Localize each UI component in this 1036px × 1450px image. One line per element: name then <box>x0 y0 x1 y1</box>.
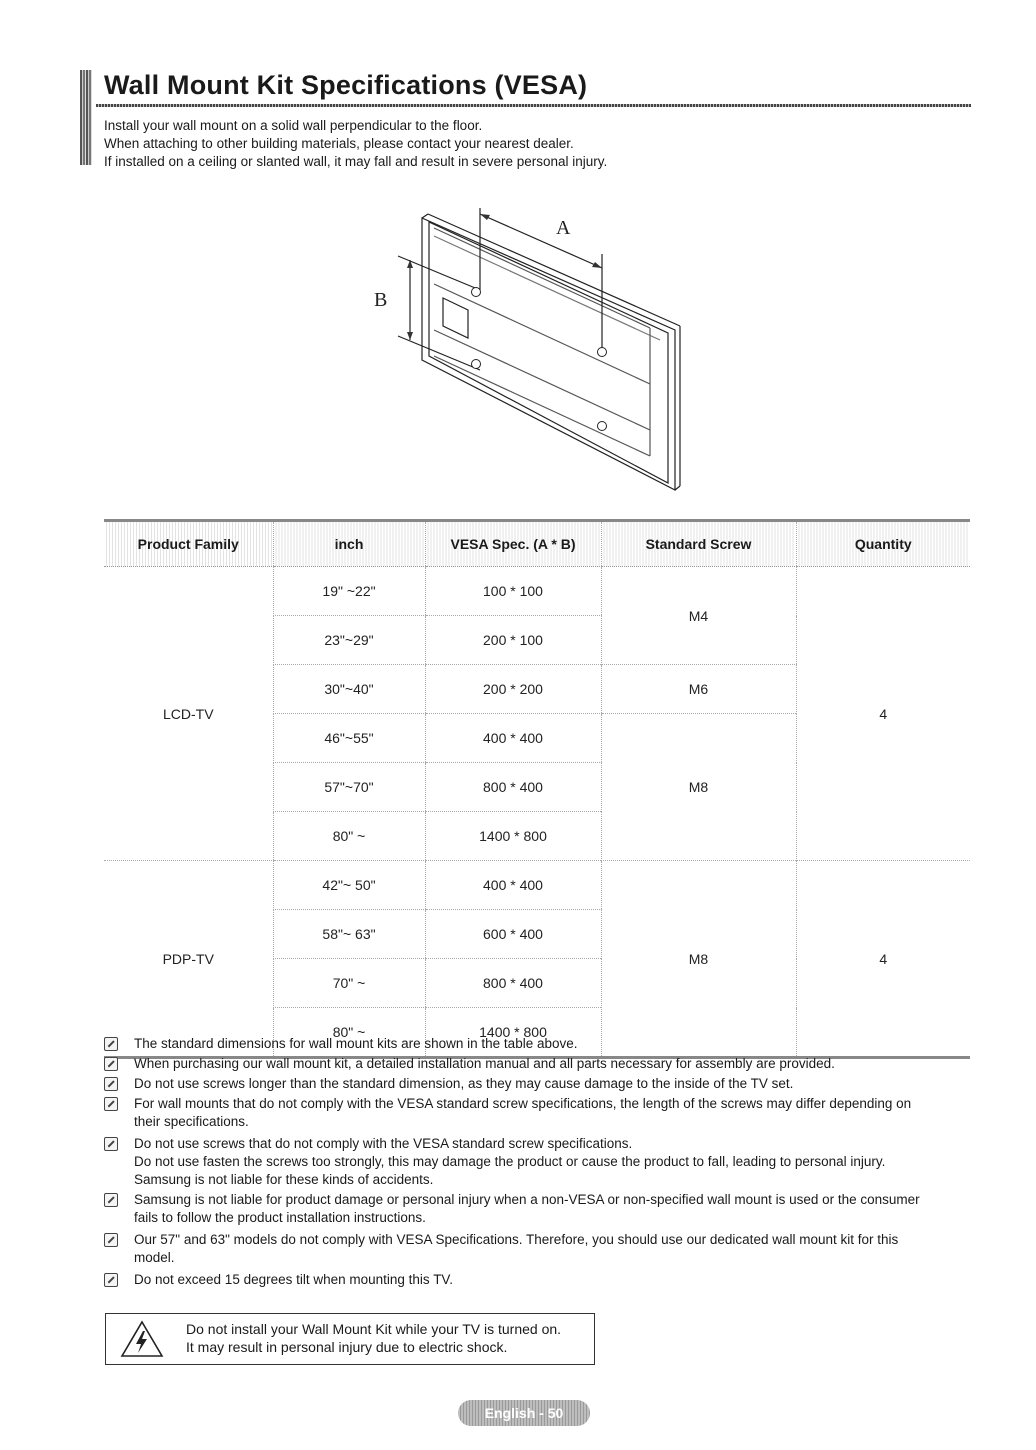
screw-cell: M8 <box>601 714 796 861</box>
header-standard-screw: Standard Screw <box>601 521 796 567</box>
notes-list <box>104 1035 974 1291</box>
tv-back-diagram <box>330 200 690 500</box>
header-inch: inch <box>273 521 425 567</box>
note-text: Do not use screws longer than the standard dimension, as they may cause damage to the inside of the TV set. <box>134 1076 794 1091</box>
quantity-cell: 4 <box>796 567 970 861</box>
note-item <box>104 1075 974 1093</box>
note-icon <box>104 1057 118 1071</box>
note-item <box>104 1271 974 1289</box>
mount-hole <box>472 360 481 369</box>
title-rule <box>96 104 971 107</box>
intro-line: When attaching to other building materials, please contact your nearest dealer. <box>104 136 574 151</box>
page-number-badge: English - 50 <box>458 1400 590 1426</box>
header-vesa-spec: VESA Spec. (A * B) <box>425 521 601 567</box>
inch-cell: 70" ~ <box>273 959 425 1008</box>
note-item <box>104 1035 974 1053</box>
intro-line: If installed on a ceiling or slanted wall, it may fall and result in severe personal injury. <box>104 154 608 169</box>
mount-hole <box>598 348 607 357</box>
note-icon <box>104 1137 118 1151</box>
screw-cell: M4 <box>601 567 796 665</box>
note-item <box>104 1231 974 1267</box>
warning-line: It may result in personal injury due to electric shock. <box>186 1339 508 1355</box>
vesa-cell: 800 * 400 <box>425 959 601 1008</box>
inch-cell: 30"~40" <box>273 665 425 714</box>
note-text: model. <box>134 1250 175 1265</box>
inch-cell: 80" ~ <box>273 812 425 861</box>
note-text: Samsung is not liable for these kinds of accidents. <box>134 1172 434 1187</box>
mount-hole <box>472 288 481 297</box>
note-item <box>104 1095 974 1131</box>
table-row <box>104 567 970 616</box>
mount-hole <box>598 422 607 431</box>
intro-text <box>104 117 607 171</box>
product-family-cell: PDP-TV <box>104 861 273 1058</box>
note-icon <box>104 1077 118 1091</box>
intro-line: Install your wall mount on a solid wall perpendicular to the floor. <box>104 118 483 133</box>
note-text: Do not use screws that do not comply with the VESA standard screw specifications. <box>134 1136 633 1151</box>
note-text: Do not use fasten the screws too strongly, this may damage the product or cause the product to fall, leading to personal injury. <box>134 1154 886 1169</box>
warning-text <box>186 1320 561 1356</box>
note-text: The standard dimensions for wall mount kits are shown in the table above. <box>134 1036 578 1051</box>
note-text: Do not exceed 15 degrees tilt when mounting this TV. <box>134 1272 453 1287</box>
tv-back-panel <box>422 218 675 490</box>
vesa-cell: 400 * 400 <box>425 714 601 763</box>
vesa-cell: 100 * 100 <box>425 567 601 616</box>
inch-cell: 80" ~ <box>273 1008 425 1058</box>
note-icon <box>104 1097 118 1111</box>
warning-box <box>105 1313 595 1365</box>
vesa-cell: 200 * 100 <box>425 616 601 665</box>
note-item <box>104 1191 974 1227</box>
screw-cell: M8 <box>601 861 796 1058</box>
note-text: their specifications. <box>134 1114 249 1129</box>
note-icon <box>104 1233 118 1247</box>
note-icon <box>104 1193 118 1207</box>
screw-cell: M6 <box>601 665 796 714</box>
note-text: Our 57" and 63" models do not comply with VESA Specifications. Therefore, you should use our dedicated wall mount kit for this <box>134 1232 899 1247</box>
vesa-cell: 1400 * 800 <box>425 812 601 861</box>
vesa-cell: 400 * 400 <box>425 861 601 910</box>
inch-cell: 58"~ 63" <box>273 910 425 959</box>
warning-line: Do not install your Wall Mount Kit while your TV is turned on. <box>186 1321 562 1337</box>
inch-cell: 57"~70" <box>273 763 425 812</box>
note-icon <box>104 1273 118 1287</box>
note-item <box>104 1055 974 1073</box>
note-text: fails to follow the product installation instructions. <box>134 1210 426 1225</box>
dimension-label-b: B <box>374 289 388 311</box>
inch-cell: 19" ~22" <box>273 567 425 616</box>
header-product-family: Product Family <box>104 521 273 567</box>
inch-cell: 42"~ 50" <box>273 861 425 910</box>
vesa-cell: 1400 * 800 <box>425 1008 601 1058</box>
note-item <box>104 1135 974 1189</box>
product-family-cell: LCD-TV <box>104 567 273 861</box>
vesa-spec-table <box>104 519 970 1059</box>
page-title: Wall Mount Kit Specifications (VESA) <box>104 70 588 100</box>
note-icon <box>104 1037 118 1051</box>
table-row <box>104 861 970 910</box>
inch-cell: 46"~55" <box>273 714 425 763</box>
note-text: Samsung is not liable for product damage or personal injury when a non-VESA or non-specified wall mount is used or the consumer <box>134 1192 920 1207</box>
vesa-cell: 800 * 400 <box>425 763 601 812</box>
table-header-row <box>104 521 970 567</box>
electric-shock-warning-icon <box>120 1320 164 1358</box>
inch-cell: 23"~29" <box>273 616 425 665</box>
vesa-cell: 600 * 400 <box>425 910 601 959</box>
vesa-cell: 200 * 200 <box>425 665 601 714</box>
note-text: For wall mounts that do not comply with the VESA standard screw specifications, the length of the screws may differ depending on <box>134 1096 912 1111</box>
note-text: When purchasing our wall mount kit, a detailed installation manual and all parts necessary for assembly are provided. <box>134 1056 835 1071</box>
title-accent-bar <box>80 70 92 165</box>
header-quantity: Quantity <box>796 521 970 567</box>
quantity-cell: 4 <box>796 861 970 1058</box>
dimension-label-a: A <box>556 217 571 239</box>
